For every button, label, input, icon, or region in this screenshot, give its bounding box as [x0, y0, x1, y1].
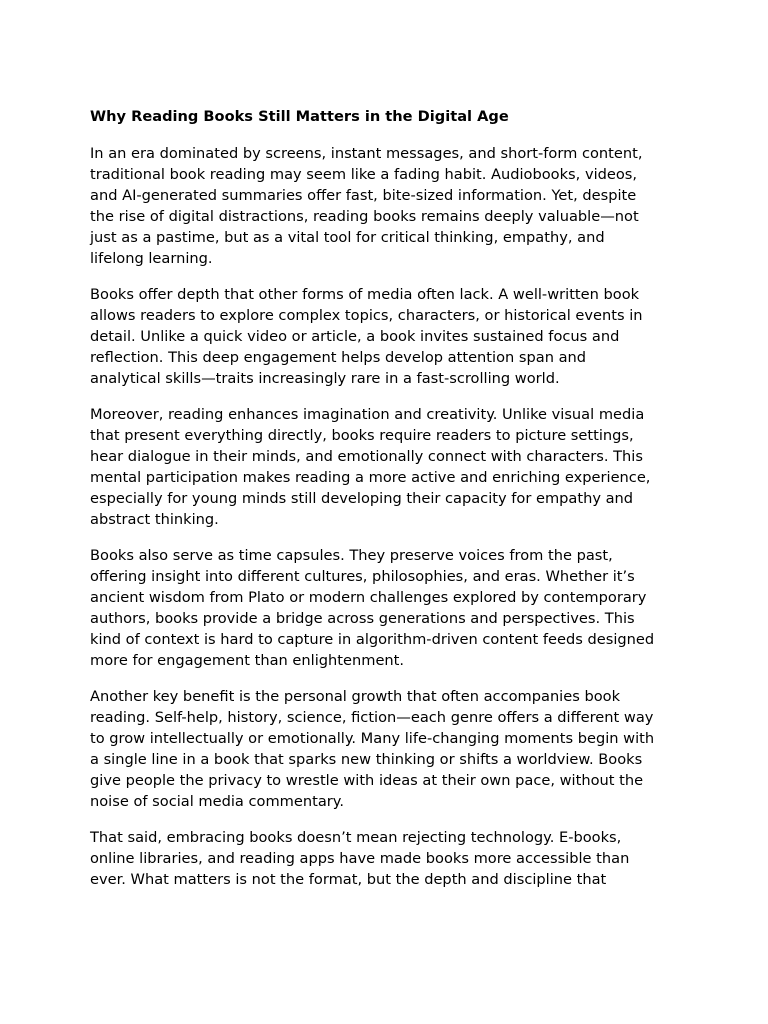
paragraph-line: that present everything directly, books require readers to picture settings, — [90, 427, 634, 444]
paragraph-line: kind of context is hard to capture in algorithm-driven content feeds designed — [90, 631, 655, 648]
paragraph-line: to grow intellectually or emotionally. Many life-changing moments begin with — [90, 730, 655, 747]
paragraph-line: That said, embracing books doesn’t mean rejecting technology. E-books, — [90, 829, 622, 846]
paragraph-line: analytical skills—traits increasingly rare in a fast-scrolling world. — [90, 370, 560, 387]
paragraph-line: ancient wisdom from Plato or modern challenges explored by contemporary — [90, 589, 647, 606]
paragraph-line: authors, books provide a bridge across generations and perspectives. This — [90, 610, 635, 627]
paragraph-line: hear dialogue in their minds, and emotionally connect with characters. This — [90, 448, 643, 465]
paragraph-line: allows readers to explore complex topics, characters, or historical events in — [90, 307, 643, 324]
paragraph-line: traditional book reading may seem like a fading habit. Audiobooks, videos, — [90, 166, 638, 183]
paragraph-3 — [90, 404, 682, 530]
paragraph-line: Another key benefit is the personal growth that often accompanies book — [90, 688, 621, 705]
paragraph-line: Books offer depth that other forms of media often lack. A well-written book — [90, 286, 640, 303]
paragraph-line: detail. Unlike a quick video or article, a book invites sustained focus and — [90, 328, 620, 345]
paragraph-6 — [90, 827, 682, 890]
paragraph-line: and AI-generated summaries offer fast, bite-sized information. Yet, despite — [90, 187, 637, 204]
paragraph-line: Books also serve as time capsules. They preserve voices from the past, — [90, 547, 613, 564]
paragraph-line: In an era dominated by screens, instant messages, and short-form content, — [90, 145, 643, 162]
paragraph-1 — [90, 143, 682, 269]
paragraph-line: a single line in a book that sparks new thinking or shifts a worldview. Books — [90, 751, 643, 768]
paragraph-line: offering insight into different cultures, philosophies, and eras. Whether it’s — [90, 568, 635, 585]
paragraph-line: especially for young minds still developing their capacity for empathy and — [90, 490, 634, 507]
paragraph-4 — [90, 545, 682, 671]
document-page — [90, 106, 682, 905]
paragraph-line: Moreover, reading enhances imagination and creativity. Unlike visual media — [90, 406, 645, 423]
paragraph-line: lifelong learning. — [90, 250, 213, 267]
paragraph-line: noise of social media commentary. — [90, 793, 344, 810]
paragraph-2 — [90, 284, 682, 389]
paragraph-line: give people the privacy to wrestle with ideas at their own pace, without the — [90, 772, 644, 789]
paragraph-line: reflection. This deep engagement helps develop attention span and — [90, 349, 587, 366]
document-title: Why Reading Books Still Matters in the Digital Age — [90, 108, 509, 125]
paragraph-line: just as a pastime, but as a vital tool for critical thinking, empathy, and — [90, 229, 605, 246]
paragraph-5 — [90, 686, 682, 812]
paragraph-line: reading. Self-help, history, science, fiction—each genre offers a different way — [90, 709, 654, 726]
paragraph-line: ever. What matters is not the format, but the depth and discipline that — [90, 871, 607, 888]
paragraph-line: online libraries, and reading apps have made books more accessible than — [90, 850, 630, 867]
paragraph-line: mental participation makes reading a more active and enriching experience, — [90, 469, 651, 486]
paragraph-line: the rise of digital distractions, reading books remains deeply valuable—not — [90, 208, 639, 225]
paragraph-line: more for engagement than enlightenment. — [90, 652, 405, 669]
paragraph-line: abstract thinking. — [90, 511, 219, 528]
